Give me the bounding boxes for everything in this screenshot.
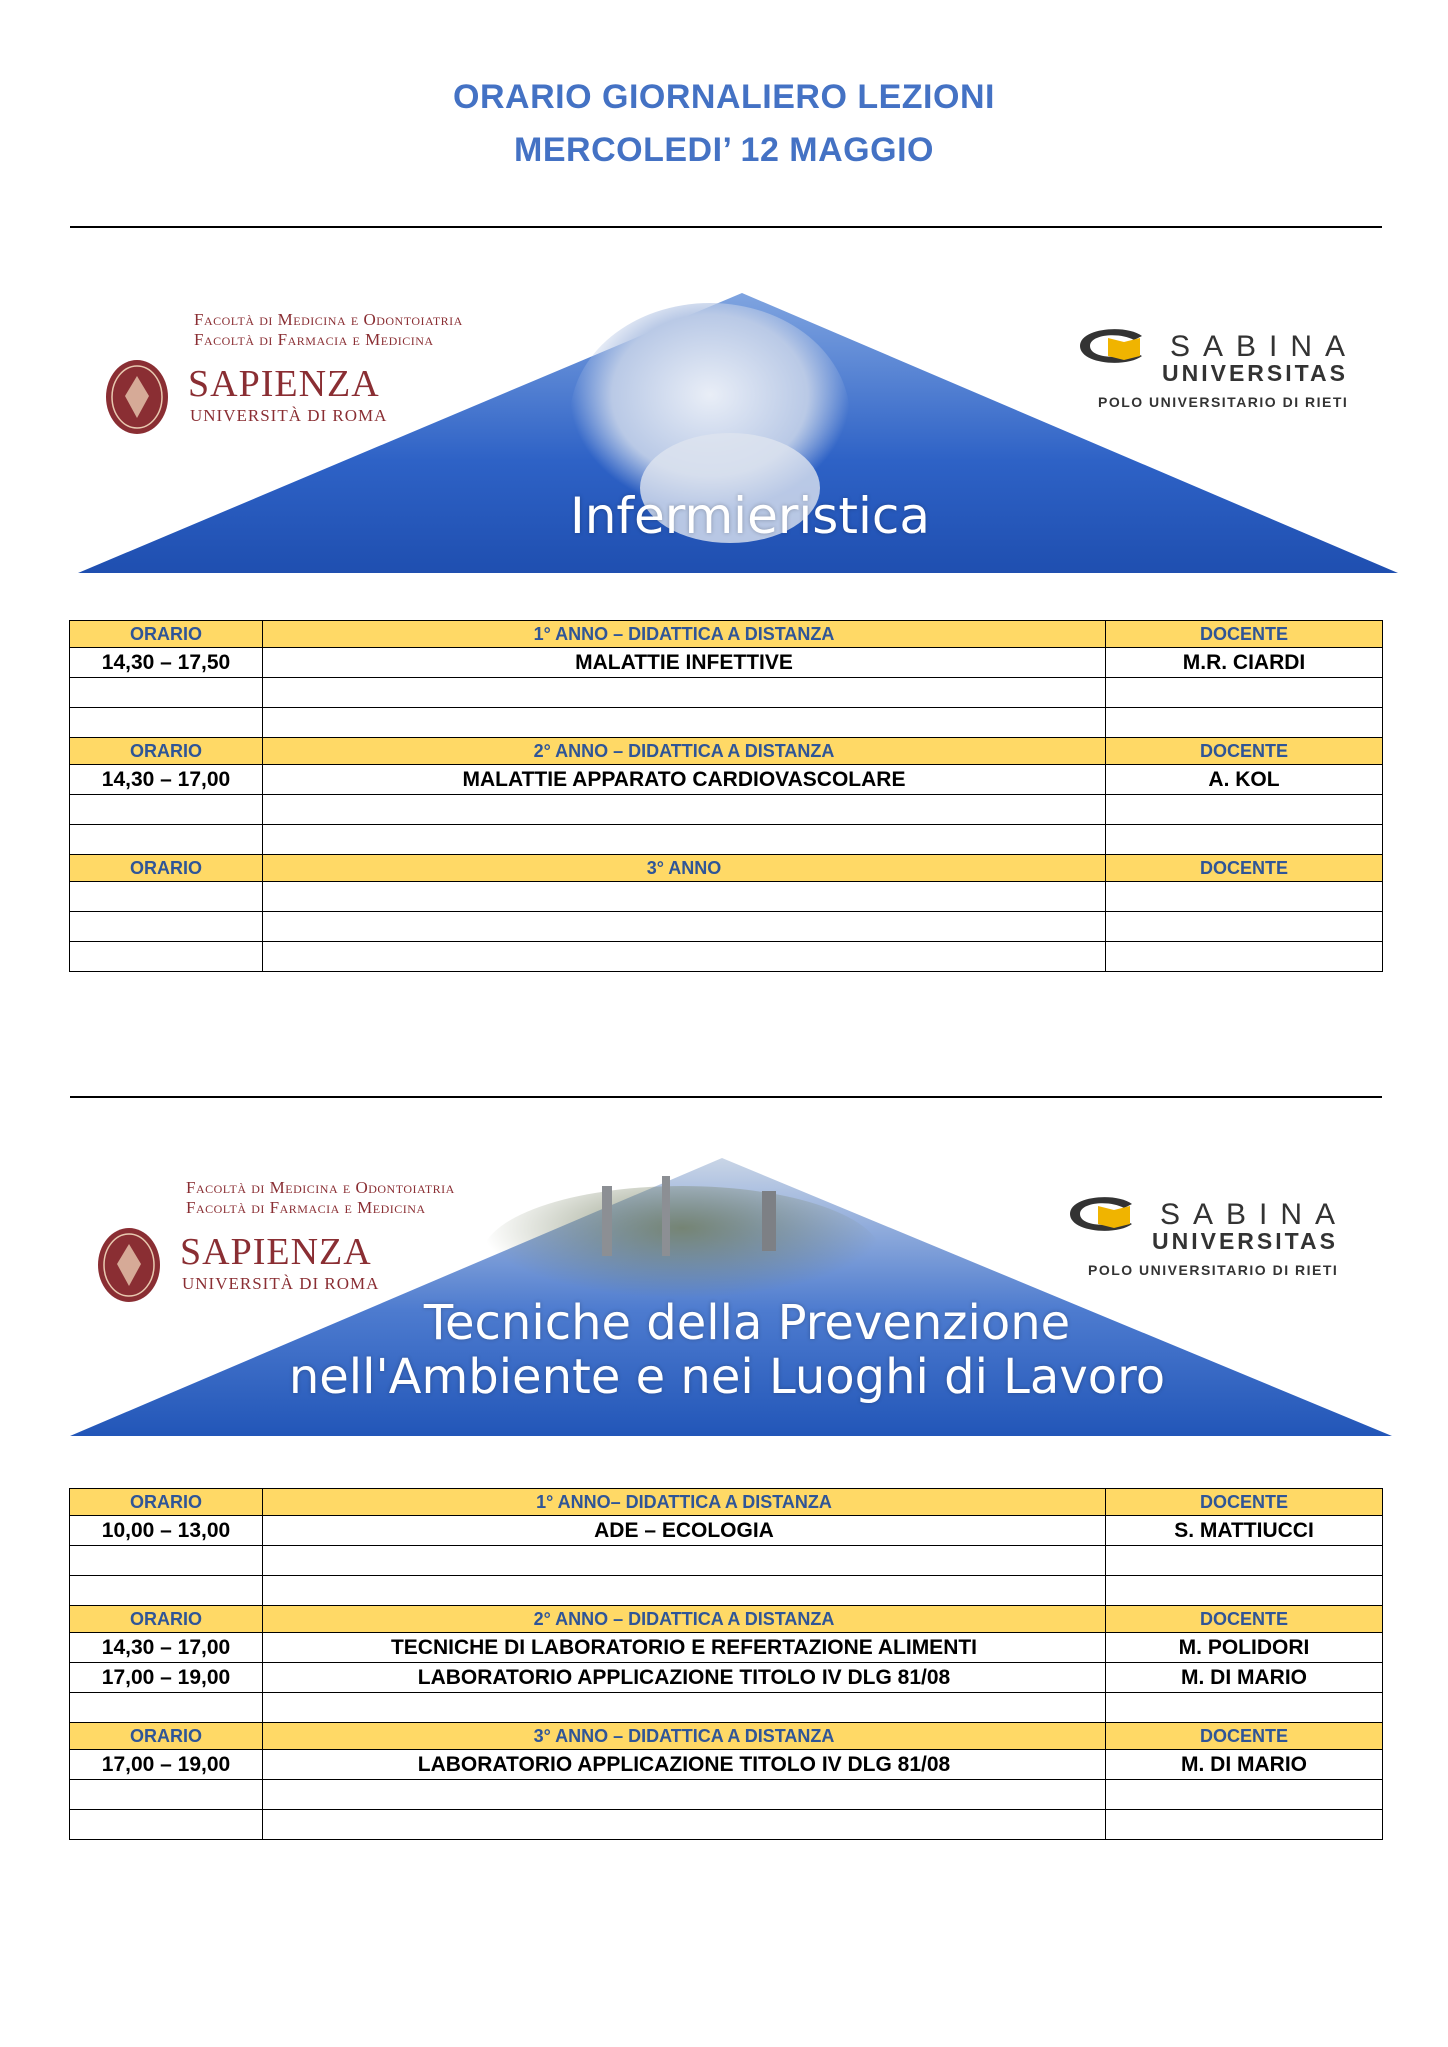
banner-title-line1: Tecniche della Prevenzione: [423, 1295, 1071, 1351]
cell-materia: [263, 825, 1106, 855]
schedule-table-infermieristica: [69, 620, 1383, 972]
header-anno: 2° ANNO – DIDATTICA A DISTANZA: [263, 1606, 1106, 1633]
cell-docente: [1106, 1546, 1383, 1576]
cell-orario: [70, 912, 263, 942]
cell-materia: LABORATORIO APPLICAZIONE TITOLO IV DLG 81/08: [263, 1663, 1106, 1693]
table-row: [70, 678, 1383, 708]
cell-docente: M. DI MARIO: [1106, 1750, 1383, 1780]
cell-orario: [70, 1693, 263, 1723]
cell-docente: [1106, 882, 1383, 912]
schedule-table-tecniche-prevenzione: [69, 1488, 1383, 1840]
sapienza-seal-icon: [96, 1226, 162, 1304]
banner-title-line1: Infermieristica: [570, 487, 930, 545]
cell-orario: 14,30 – 17,00: [70, 1633, 263, 1663]
cell-docente: [1106, 942, 1383, 972]
table-header-row: [70, 738, 1383, 765]
cell-docente: [1106, 1576, 1383, 1606]
faculty-text-2: Facoltà di Farmacia e Medicina: [186, 1198, 426, 1217]
header-docente: DOCENTE: [1106, 738, 1383, 765]
table-row: [70, 765, 1383, 795]
cell-materia: [263, 882, 1106, 912]
header-docente: DOCENTE: [1106, 1606, 1383, 1633]
cell-docente: [1106, 708, 1383, 738]
faculty-text-2: Facoltà di Farmacia e Medicina: [194, 330, 434, 349]
header-docente: DOCENTE: [1106, 621, 1383, 648]
table-row: [70, 1546, 1383, 1576]
banner-tecniche-prevenzione: [62, 1146, 1392, 1446]
header-anno: 3° ANNO – DIDATTICA A DISTANZA: [263, 1723, 1106, 1750]
banner-title-line2: nell'Ambiente e nei Luoghi di Lavoro: [288, 1349, 1166, 1405]
cell-orario: 17,00 – 19,00: [70, 1663, 263, 1693]
header-docente: DOCENTE: [1106, 855, 1383, 882]
header-anno: 3° ANNO: [263, 855, 1106, 882]
cell-docente: [1106, 795, 1383, 825]
table-row: [70, 1750, 1383, 1780]
page-title-line2: MERCOLEDI’ 12 MAGGIO: [514, 131, 934, 169]
header-anno: 1° ANNO– DIDATTICA A DISTANZA: [263, 1489, 1106, 1516]
sapienza-seal-icon: [104, 358, 170, 436]
header-docente: DOCENTE: [1106, 1489, 1383, 1516]
table-row: [70, 1810, 1383, 1840]
table-row: [70, 795, 1383, 825]
table-row: [70, 912, 1383, 942]
header-orario: ORARIO: [70, 1489, 263, 1516]
header-orario: ORARIO: [70, 1606, 263, 1633]
universitas-text: UNIVERSITAS: [1162, 360, 1348, 386]
cell-docente: [1106, 1780, 1383, 1810]
cell-orario: 17,00 – 19,00: [70, 1750, 263, 1780]
sabina-book-icon: [1076, 322, 1156, 370]
sapienza-subtext: UNIVERSITÀ DI ROMA: [182, 1274, 380, 1293]
cell-materia: [263, 1780, 1106, 1810]
table-header-row: [70, 1723, 1383, 1750]
cell-orario: [70, 1810, 263, 1840]
header-orario: ORARIO: [70, 621, 263, 648]
faculty-text-1: Facoltà di Medicina e Odontoiatria: [194, 310, 463, 329]
table-row: [70, 1516, 1383, 1546]
table-row: [70, 882, 1383, 912]
banner-infermieristica: [70, 278, 1400, 578]
cell-docente: [1106, 825, 1383, 855]
cell-materia: [263, 912, 1106, 942]
header-docente: DOCENTE: [1106, 1723, 1383, 1750]
cell-orario: [70, 825, 263, 855]
header-anno: 1° ANNO – DIDATTICA A DISTANZA: [263, 621, 1106, 648]
cell-materia: LABORATORIO APPLICAZIONE TITOLO IV DLG 81/08: [263, 1750, 1106, 1780]
header-orario: ORARIO: [70, 1723, 263, 1750]
cell-docente: [1106, 912, 1383, 942]
cell-materia: ADE – ECOLOGIA: [263, 1516, 1106, 1546]
table-header-row: [70, 855, 1383, 882]
sabina-logo-text: SABINA: [1160, 1198, 1349, 1231]
sabina-logo-text: SABINA: [1170, 330, 1359, 363]
cell-materia: [263, 1693, 1106, 1723]
table-row: [70, 1663, 1383, 1693]
table-row: [70, 942, 1383, 972]
table-header-row: [70, 1606, 1383, 1633]
sabina-book-icon: [1066, 1190, 1146, 1238]
cell-orario: [70, 795, 263, 825]
sapienza-logo-text: SAPIENZA: [188, 363, 380, 405]
cell-orario: 10,00 – 13,00: [70, 1516, 263, 1546]
table-header-row: [70, 621, 1383, 648]
table-row: [70, 708, 1383, 738]
polo-text: POLO UNIVERSITARIO DI RIETI: [1088, 1262, 1339, 1278]
cell-docente: [1106, 1810, 1383, 1840]
table-row: [70, 825, 1383, 855]
cell-orario: 14,30 – 17,00: [70, 765, 263, 795]
cell-materia: [263, 1810, 1106, 1840]
cell-materia: MALATTIE INFETTIVE: [263, 648, 1106, 678]
cell-orario: [70, 882, 263, 912]
cell-materia: [263, 1546, 1106, 1576]
cell-materia: [263, 1576, 1106, 1606]
table-row: [70, 1693, 1383, 1723]
cell-materia: [263, 795, 1106, 825]
cell-orario: [70, 942, 263, 972]
table-row: [70, 1780, 1383, 1810]
header-orario: ORARIO: [70, 855, 263, 882]
cell-materia: [263, 942, 1106, 972]
cell-docente: [1106, 678, 1383, 708]
divider: [70, 1096, 1382, 1098]
cell-docente: A. KOL: [1106, 765, 1383, 795]
cell-orario: [70, 708, 263, 738]
cell-materia: MALATTIE APPARATO CARDIOVASCOLARE: [263, 765, 1106, 795]
cell-materia: TECNICHE DI LABORATORIO E REFERTAZIONE ALIMENTI: [263, 1633, 1106, 1663]
header-orario: ORARIO: [70, 738, 263, 765]
table-header-row: [70, 1489, 1383, 1516]
divider: [70, 226, 1382, 228]
cell-materia: [263, 708, 1106, 738]
cell-docente: M. POLIDORI: [1106, 1633, 1383, 1663]
table-row: [70, 1576, 1383, 1606]
cell-materia: [263, 678, 1106, 708]
cell-orario: 14,30 – 17,50: [70, 648, 263, 678]
header-anno: 2° ANNO – DIDATTICA A DISTANZA: [263, 738, 1106, 765]
cell-orario: [70, 1780, 263, 1810]
cell-orario: [70, 678, 263, 708]
cell-docente: [1106, 1693, 1383, 1723]
cell-docente: S. MATTIUCCI: [1106, 1516, 1383, 1546]
cell-orario: [70, 1546, 263, 1576]
table-row: [70, 1633, 1383, 1663]
polo-text: POLO UNIVERSITARIO DI RIETI: [1098, 394, 1349, 410]
sapienza-subtext: UNIVERSITÀ DI ROMA: [190, 406, 388, 425]
cell-docente: M. DI MARIO: [1106, 1663, 1383, 1693]
page-title-line1: ORARIO GIORNALIERO LEZIONI: [453, 78, 995, 116]
universitas-text: UNIVERSITAS: [1152, 1228, 1338, 1254]
sapienza-logo-text: SAPIENZA: [180, 1231, 372, 1273]
faculty-text-1: Facoltà di Medicina e Odontoiatria: [186, 1178, 455, 1197]
table-row: [70, 648, 1383, 678]
cell-orario: [70, 1576, 263, 1606]
cell-docente: M.R. CIARDI: [1106, 648, 1383, 678]
